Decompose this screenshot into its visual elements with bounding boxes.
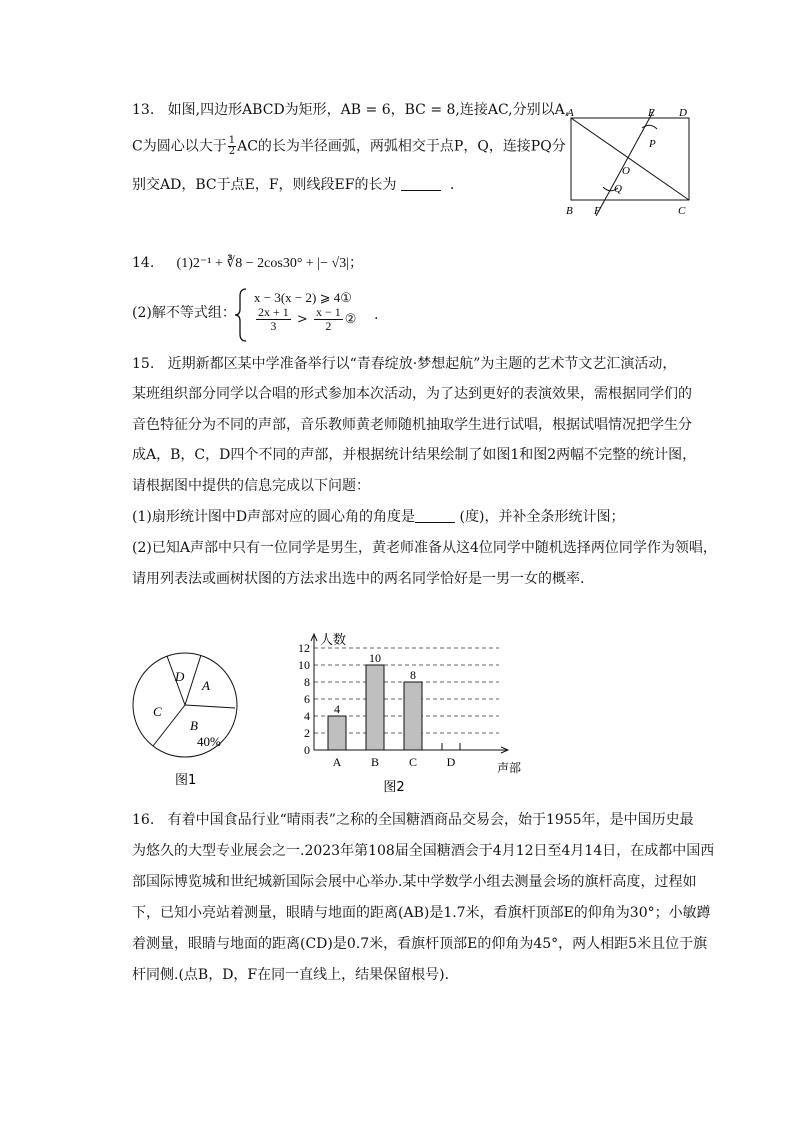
q14-ineq1-text: x − 3(x − 2) ⩾ 4① bbox=[254, 290, 352, 305]
q15-number: 15. bbox=[132, 356, 155, 372]
q14-ineq2-lnum: 2x + 1 bbox=[258, 305, 289, 319]
q14-end: . bbox=[374, 307, 379, 323]
q14-line1 bbox=[132, 253, 363, 274]
q16-text-1: 有着中国食品行业“晴雨表”之称的全国糖酒商品交易会，始于1955年，是中国历史最 bbox=[167, 812, 694, 828]
bar-value-label-A: 4 bbox=[334, 702, 340, 716]
q15-line3: 音色特征分为不同的声部，音乐教师黄老师随机抽取学生进行试唱，根据试唱情况把学生分 bbox=[132, 417, 692, 433]
q15-line5: 请根据图中提供的信息完成以下问题： bbox=[132, 478, 370, 494]
x-tick-label-C: C bbox=[408, 755, 418, 769]
q15-sub1-pre: (1)扇形统计图中D声部对应的圆心角的角度是 bbox=[132, 509, 416, 525]
q15-sub1-post: (度)，并补全条形统计图； bbox=[459, 509, 625, 525]
q13-line3 bbox=[132, 175, 454, 195]
q16-line3: 部国际博览城和世纪城新国际会展中心举办.某中学数学小组去测量会场的旗杆高度，过程如 bbox=[132, 874, 697, 890]
q16-line2: 为悠久的大型专业展会之一.2023年第108届全国糖酒会于4月12日至4月14日，在成都中国西 bbox=[132, 843, 715, 859]
q15-sub1 bbox=[132, 507, 624, 527]
q16-line6: 杆同侧.(点B，D，F在同一直线上，结果保留根号). bbox=[132, 967, 450, 983]
label-A: A bbox=[567, 107, 574, 119]
q13-text-1: 如图,四边形ABCD为矩形，AB = 6，BC = 8,连接AC,分别以A, bbox=[167, 102, 570, 118]
q15-line2: 某班组织部分同学以合唱的形式参加本次活动，为了达到更好的表演效果，需根据同学们的 bbox=[132, 386, 692, 402]
pie-label-D: D bbox=[175, 669, 185, 684]
y-tick-label: 0 bbox=[304, 743, 310, 757]
q14-ineq2-rden: 2 bbox=[325, 319, 332, 333]
q13-text-2a: C为圆心以大于 bbox=[132, 138, 227, 155]
label-E: E bbox=[648, 107, 655, 119]
q14-ineq2-left bbox=[256, 306, 291, 333]
pie-label-A: A bbox=[202, 678, 210, 693]
q15-sub2-line2: 请用列表法或画树状图的方法求出选中的两名同学恰好是一男一女的概率. bbox=[132, 571, 585, 587]
q14-part1: (1)2⁻¹ + ∛8 − 2cos30° + |− √3|； bbox=[176, 256, 363, 271]
fig1-caption: 图1 bbox=[175, 773, 197, 788]
fig2-bar-chart bbox=[282, 632, 522, 800]
q14-ineq2-right bbox=[314, 306, 343, 333]
q14-part2-label: (2)解不等式组： bbox=[132, 305, 236, 321]
q14-ineq2 bbox=[254, 306, 356, 333]
y-tick-label: 10 bbox=[298, 658, 310, 672]
pie-label-B: B bbox=[190, 718, 198, 733]
q14-brace bbox=[234, 288, 248, 342]
x-tick-label-B: B bbox=[370, 755, 380, 769]
label-O: O bbox=[622, 165, 630, 177]
q16-number: 16. bbox=[132, 812, 155, 828]
q14-ineq2-op: > bbox=[296, 312, 308, 327]
q13-end: . bbox=[449, 177, 455, 193]
y-axis-title: 人数 bbox=[320, 633, 347, 648]
q15-sub2-line1: (2)已知A声部中只有一位同学是男生，黄老师准备从这4位同学中随机选择两位同学作为领唱， bbox=[132, 540, 717, 556]
q13-frac-den: 2 bbox=[228, 146, 236, 157]
diagonal-ac bbox=[571, 118, 689, 200]
bar-value-label-C: 8 bbox=[410, 668, 416, 682]
x-tick-label-D: D bbox=[446, 755, 456, 769]
q15-answer-blank[interactable] bbox=[415, 508, 455, 523]
bar-C bbox=[404, 682, 422, 750]
label-B: B bbox=[566, 205, 573, 217]
y-tick-label: 12 bbox=[298, 641, 310, 655]
bar-B bbox=[366, 665, 384, 750]
q13-frac-num: 1 bbox=[228, 135, 236, 146]
q14-number: 14. bbox=[132, 255, 155, 271]
q16-line4: 下，已知小亮站着测量，眼睛与地面的距离(AB)是1.7米，看旗杆顶部E的仰角为30°；小敏蹲 bbox=[132, 905, 711, 921]
q13-text-3: 别交AD，BC于点E，F，则线段EF的长为 bbox=[132, 177, 397, 193]
y-tick-label: 2 bbox=[304, 726, 310, 740]
q13-fraction bbox=[228, 136, 236, 157]
q13-number: 13. bbox=[132, 102, 155, 118]
bar-A bbox=[328, 716, 346, 750]
pie-label-C: C bbox=[153, 704, 162, 719]
pie-divider-3 bbox=[185, 705, 235, 708]
q14-ineq2-mark: ② bbox=[344, 312, 357, 327]
label-Q: Q bbox=[614, 183, 622, 195]
bar-value-label-B: 10 bbox=[369, 651, 381, 665]
pie-b-percent: 40% bbox=[197, 734, 221, 749]
pie-divider-2 bbox=[185, 655, 201, 705]
q13-line2 bbox=[132, 136, 566, 157]
y-tick-label: 4 bbox=[304, 709, 310, 723]
x-tick-label-A: A bbox=[332, 755, 342, 769]
q14-ineq2-lden: 3 bbox=[270, 319, 277, 333]
label-F: F bbox=[594, 205, 601, 217]
q15-line4: 成A，B，C，D四个不同的声部，并根据统计结果绘制了如图1和图2两幅不完整的统计图， bbox=[132, 447, 697, 463]
y-tick-label: 6 bbox=[304, 692, 310, 706]
q13-line1 bbox=[132, 100, 569, 120]
fig1-pie-chart bbox=[130, 650, 240, 790]
q13-rectangle-figure bbox=[560, 102, 700, 222]
q13-answer-blank[interactable] bbox=[401, 176, 441, 191]
q13-text-2b: AC的长为半径画弧，两弧相交于点P，Q，连接PQ分 bbox=[237, 138, 566, 155]
x-axis-title: 声部 bbox=[497, 761, 522, 775]
q15-line1 bbox=[132, 354, 676, 374]
fig2-caption: 图2 bbox=[383, 780, 405, 795]
label-C: C bbox=[678, 205, 686, 217]
label-P: P bbox=[649, 138, 656, 150]
q15-text-1: 近期新都区某中学准备举行以“青春绽放·梦想起航”为主题的艺术节文艺汇演活动， bbox=[167, 356, 677, 372]
q16-line5: 着测量，眼睛与地面的距离(CD)是0.7米，看旗杆顶部E的仰角为45°，两人相距5米且位于旗 bbox=[132, 936, 708, 952]
y-tick-label: 8 bbox=[304, 675, 310, 689]
q16-line1 bbox=[132, 810, 694, 830]
q14-ineq2-rnum: x − 1 bbox=[315, 305, 341, 319]
label-D: D bbox=[679, 107, 687, 119]
